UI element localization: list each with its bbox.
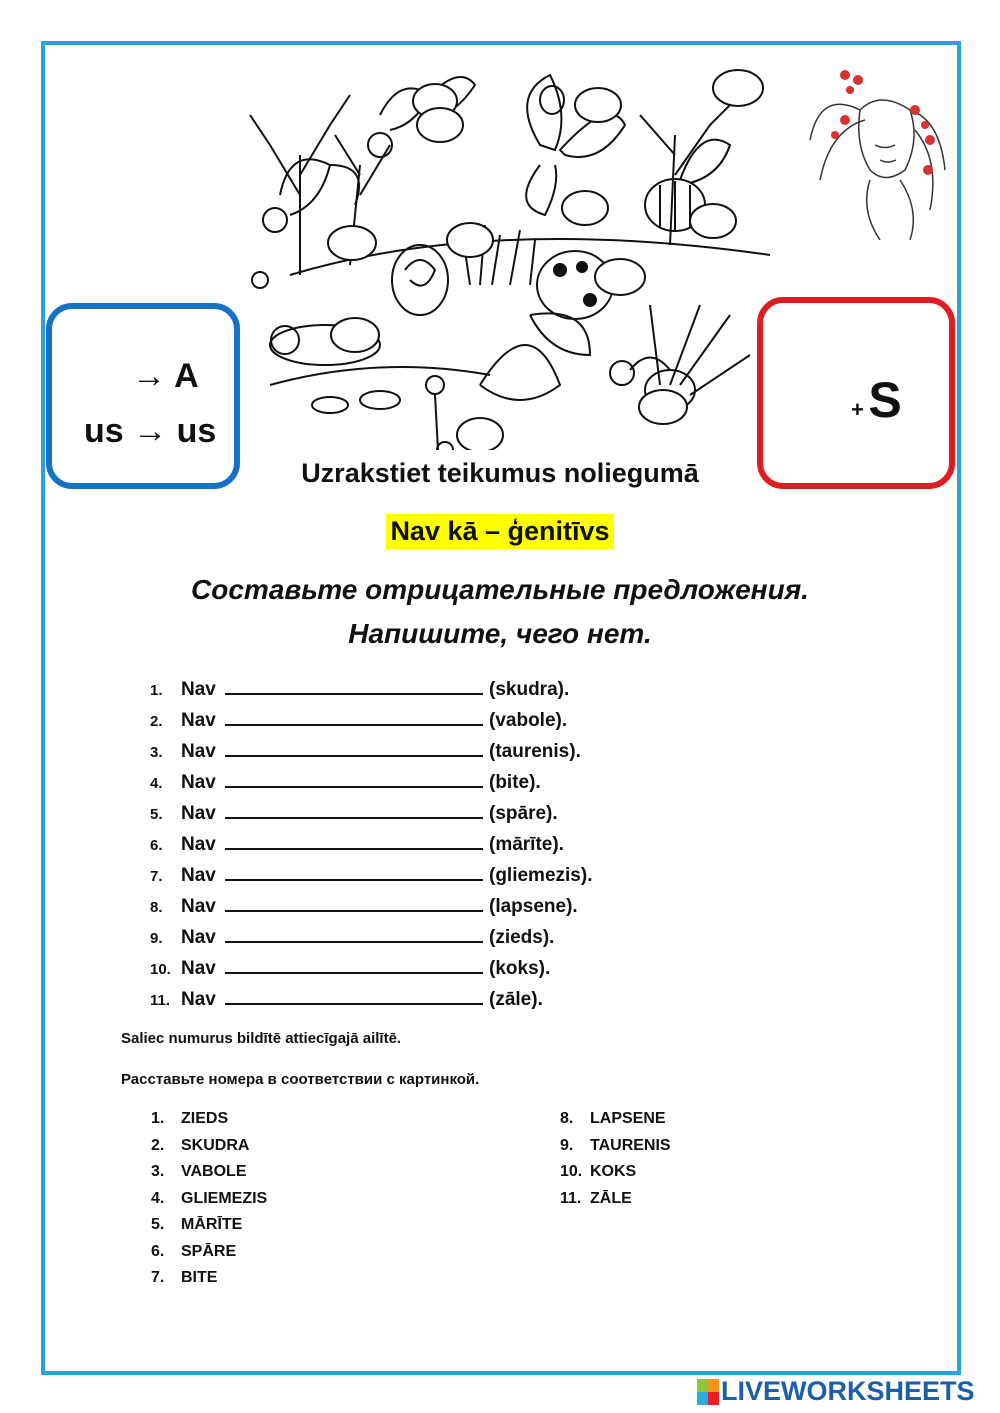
list-item [560, 1188, 671, 1215]
list-item [151, 1188, 267, 1215]
item-number: 3. [150, 744, 163, 761]
list-word: MĀRĪTE [181, 1216, 243, 1233]
nav-word: Nav [181, 710, 216, 731]
list-word: SPĀRE [181, 1242, 237, 1260]
item-number: 3. [151, 1163, 165, 1180]
base-word: (spāre). [489, 803, 558, 824]
nav-word: Nav [181, 927, 216, 948]
answer-blank[interactable] [225, 830, 483, 850]
sentence-item [150, 737, 592, 768]
list-item [560, 1161, 671, 1188]
item-number: 8. [560, 1110, 574, 1127]
item-number: 4. [150, 775, 163, 792]
rule-line-us: us → us [84, 412, 217, 450]
list-item [151, 1214, 267, 1241]
sentence-item [150, 799, 592, 830]
nav-word: Nav [181, 679, 216, 700]
word-list-column-1 [151, 1108, 267, 1294]
logo-icon [697, 1379, 719, 1405]
item-number: 2. [150, 713, 163, 730]
list-item [151, 1135, 267, 1162]
list-word: TAURENIS [590, 1136, 671, 1154]
nav-word: Nav [181, 865, 216, 886]
list-item [151, 1241, 267, 1268]
item-number: 7. [150, 868, 163, 885]
sentence-item [150, 954, 592, 985]
genitive-highlight: Nav kā – ģenitīvs [386, 514, 613, 549]
rule-plus-s [851, 371, 902, 429]
answer-blank[interactable] [225, 768, 483, 788]
list-item [151, 1108, 267, 1135]
sentence-list [150, 675, 592, 1016]
nav-word: Nav [181, 803, 216, 824]
answer-blank[interactable] [225, 892, 483, 912]
list-word: GLIEMEZIS [181, 1189, 268, 1207]
item-number: 11. [150, 992, 171, 1009]
item-number: 10. [560, 1163, 583, 1180]
sentence-item [150, 923, 592, 954]
insects-illustration [230, 55, 770, 450]
letter-s: S [868, 372, 902, 428]
liveworksheets-logo [697, 1376, 975, 1407]
sentence-item [150, 892, 592, 923]
base-word: (taurenis). [489, 741, 581, 762]
answer-blank[interactable] [225, 799, 483, 819]
base-word: (gliemezis). [489, 865, 593, 886]
sentence-item [150, 675, 592, 706]
answer-blank[interactable] [225, 923, 483, 943]
list-item [151, 1161, 267, 1188]
base-word: (zieds). [489, 927, 555, 948]
base-word: (mārīte). [489, 834, 564, 855]
answer-blank[interactable] [225, 737, 483, 757]
base-word: (vabole). [489, 710, 568, 731]
item-number: 10. [150, 961, 171, 978]
sentence-item [150, 706, 592, 737]
woman-sketch [800, 50, 950, 240]
item-number: 1. [150, 682, 163, 699]
base-word: (zāle). [489, 989, 543, 1010]
answer-blank[interactable] [225, 985, 483, 1005]
list-word: VABOLE [181, 1163, 247, 1180]
plus-sign: + [851, 397, 864, 422]
word-list-column-2 [560, 1108, 671, 1214]
list-word: ZĀLE [590, 1189, 632, 1207]
nav-word: Nav [181, 741, 216, 762]
list-word: ZIEDS [181, 1110, 229, 1127]
item-number: 7. [151, 1269, 165, 1286]
task-title-russian-2: Напишите, чего нет. [348, 618, 652, 649]
item-number: 9. [560, 1136, 574, 1154]
nav-word: Nav [181, 989, 216, 1010]
task-title-russian-1: Составьте отрицательные предложения. [191, 574, 809, 605]
item-number: 4. [151, 1189, 165, 1207]
list-item [151, 1267, 267, 1294]
item-number: 5. [151, 1216, 165, 1233]
base-word: (koks). [489, 958, 551, 979]
nav-word: Nav [181, 958, 216, 979]
logo-text: LIVEWORKSHEETS [721, 1376, 975, 1406]
list-word: LAPSENE [590, 1110, 666, 1127]
base-word: (skudra). [489, 679, 570, 700]
list-item [560, 1135, 671, 1162]
item-number: 6. [150, 837, 163, 854]
answer-blank[interactable] [225, 954, 483, 974]
answer-blank[interactable] [225, 675, 483, 695]
rule-line-a: → A [132, 357, 199, 395]
nav-word: Nav [181, 772, 216, 793]
sentence-item [150, 861, 592, 892]
list-item [560, 1108, 671, 1135]
item-number: 8. [150, 899, 163, 916]
sentence-item [150, 830, 592, 861]
item-number: 9. [150, 930, 163, 947]
nav-word: Nav [181, 896, 216, 917]
answer-blank[interactable] [225, 706, 483, 726]
list-word: SKUDRA [181, 1136, 250, 1154]
list-word: KOKS [590, 1163, 637, 1180]
base-word: (lapsene). [489, 896, 578, 917]
item-number: 2. [151, 1136, 165, 1154]
answer-blank[interactable] [225, 861, 483, 881]
item-number: 11. [560, 1189, 582, 1207]
nav-word: Nav [181, 834, 216, 855]
list-word: BITE [181, 1269, 218, 1286]
item-number: 6. [151, 1242, 165, 1260]
instruction-russian: Расставьте номера в соответствии с картинкой. [121, 1071, 480, 1088]
task-title-latvian: Uzrakstiet teikumus noliegumā [301, 458, 699, 488]
item-number: 5. [150, 806, 163, 823]
sentence-item [150, 985, 592, 1016]
sentence-item [150, 768, 592, 799]
base-word: (bite). [489, 772, 541, 793]
instruction-latvian: Saliec numurus bildītē attiecīgajā ailītē. [121, 1030, 402, 1047]
highlight-title-wrap [0, 514, 1000, 549]
item-number: 1. [151, 1110, 165, 1127]
